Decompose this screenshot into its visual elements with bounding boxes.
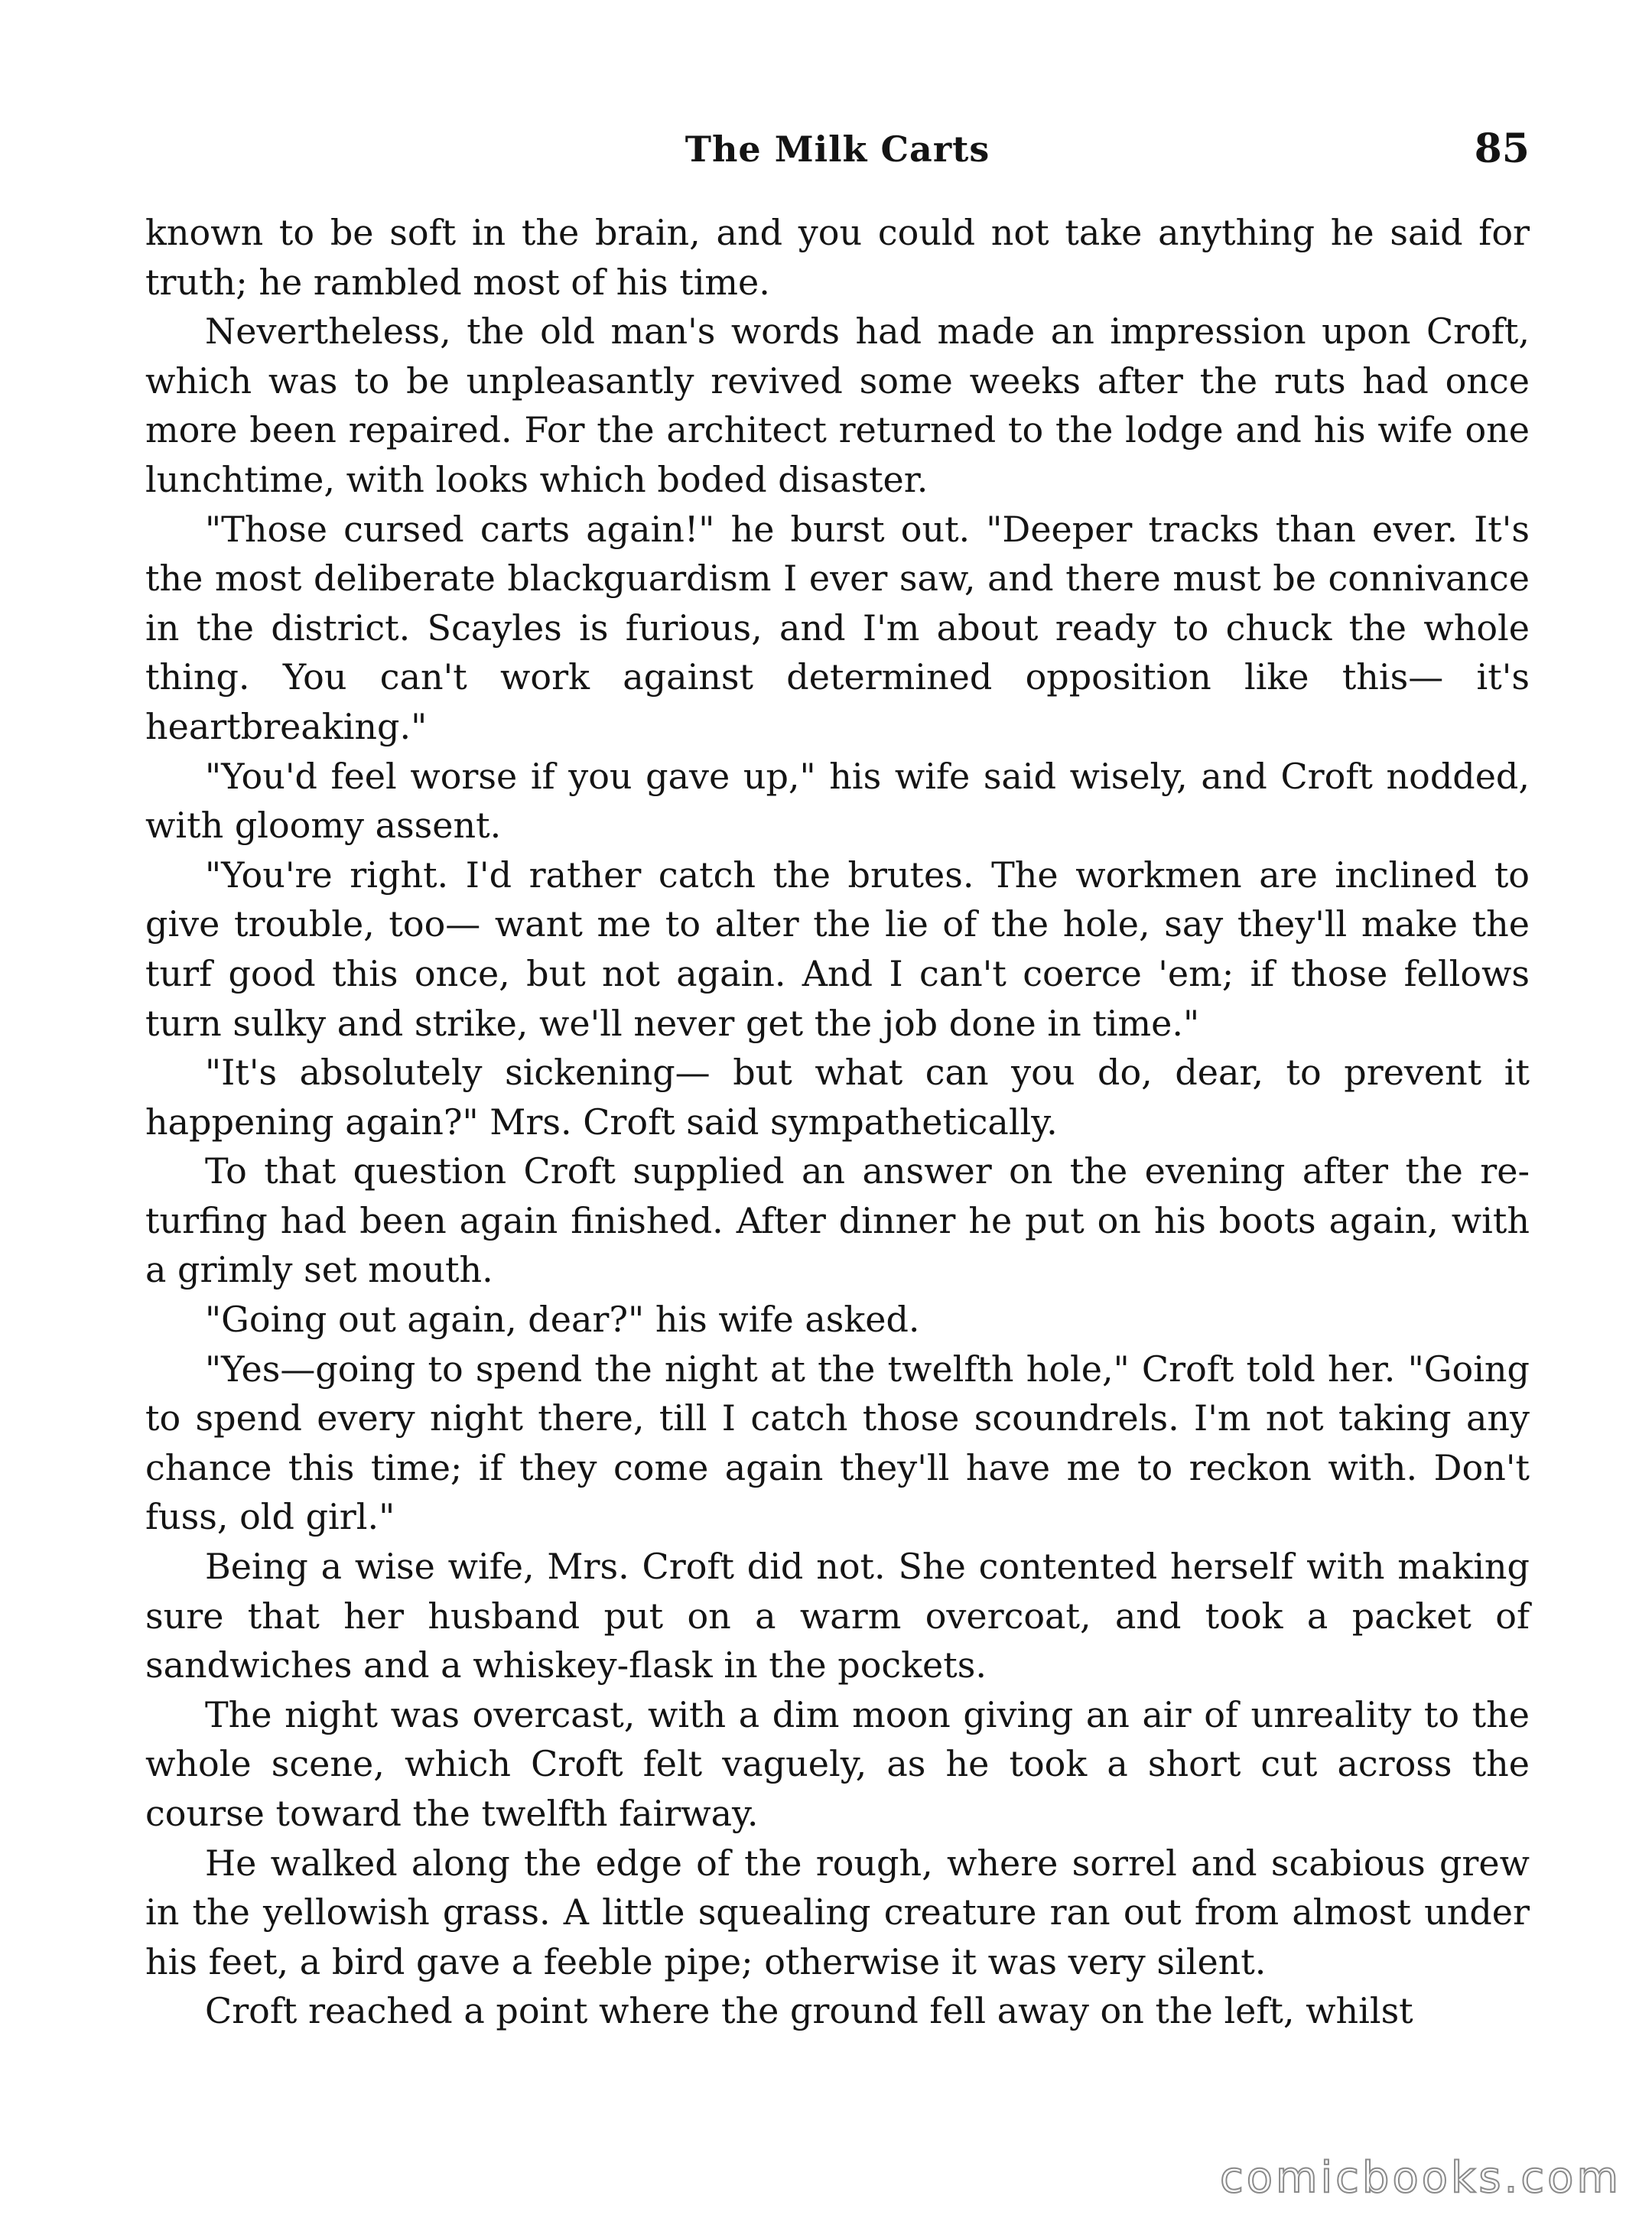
paragraph-5: "You're right. I'd rather catch the brutes. The workmen are inclined to give trouble, too— want me to alter the lie of the hole, say they'll make the turf good this once, but not again. And I can't coerce 'em; if those fellows turn sulky and strike, we'll never get the job done in time." [145,854,1530,1044]
paragraph-13: Croft reached a point where the ground fell away on the left, whilst [205,1990,1413,2032]
paragraph-12: He walked along the edge of the rough, where sorrel and scabious grew in the yellowish grass. A little squealing creature ran out from almost under his feet, a bird gave a feeble pipe; otherwise it was very silent. [145,1842,1530,1982]
paragraph-9: "Yes—going to spend the night at the twelfth hole," Croft told her. "Going to spend every night there, till I catch those scoundrels. I'm not taking any chance this time; if they come again they'll have me to reckon with. Don't fuss, old girl." [145,1348,1530,1538]
paragraph-7: To that question Croft supplied an answer on the evening after the re-turfing had been again finished. After dinner he put on his boots again, with a grimly set mouth. [145,1150,1530,1291]
paragraph-1: known to be soft in the brain, and you could not take anything he said for truth; he rambled most of his time. [145,212,1530,303]
running-title: The Milk Carts [685,128,990,170]
paragraph-2: Nevertheless, the old man's words had made an impression upon Croft, which was to be unpleasantly revived some weeks after the ruts had once more been repaired. For the architect returned to the lodge and his wife one lunchtime, with looks which boded disaster. [145,311,1530,500]
paragraph-11: The night was overcast, with a dim moon giving an air of unreality to the whole scene, which Croft felt vaguely, as he took a short cut across the course toward the twelfth fairway. [145,1693,1530,1834]
paragraph-8: "Going out again, dear?" his wife asked. [205,1299,920,1341]
watermark: comicbooks.com [1219,2153,1621,2203]
paragraph-6: "It's absolutely sickening— but what can you do, dear, to prevent it happening again?" Mrs. Croft said sympathetically. [145,1052,1530,1143]
body-text [145,208,1530,2036]
paragraph-10: Being a wise wife, Mrs. Croft did not. She contented herself with making sure that her husband put on a warm overcoat, and took a packet of sandwiches and a whiskey-flask in the pockets. [145,1546,1530,1686]
running-head [145,125,1530,182]
paragraph-4: "You'd feel worse if you gave up," his wife said wisely, and Croft nodded, with gloomy assent. [145,755,1530,847]
page-number: 85 [1474,125,1530,172]
paragraph-3: "Those cursed carts again!" he burst out. "Deeper tracks than ever. It's the most deliberate blackguardism I ever saw, and there must be connivance in the district. Scayles is furious, and I'm about ready to chuck the whole thing. You can't work against determined opposition like this— it's heartbreaking." [145,508,1530,747]
